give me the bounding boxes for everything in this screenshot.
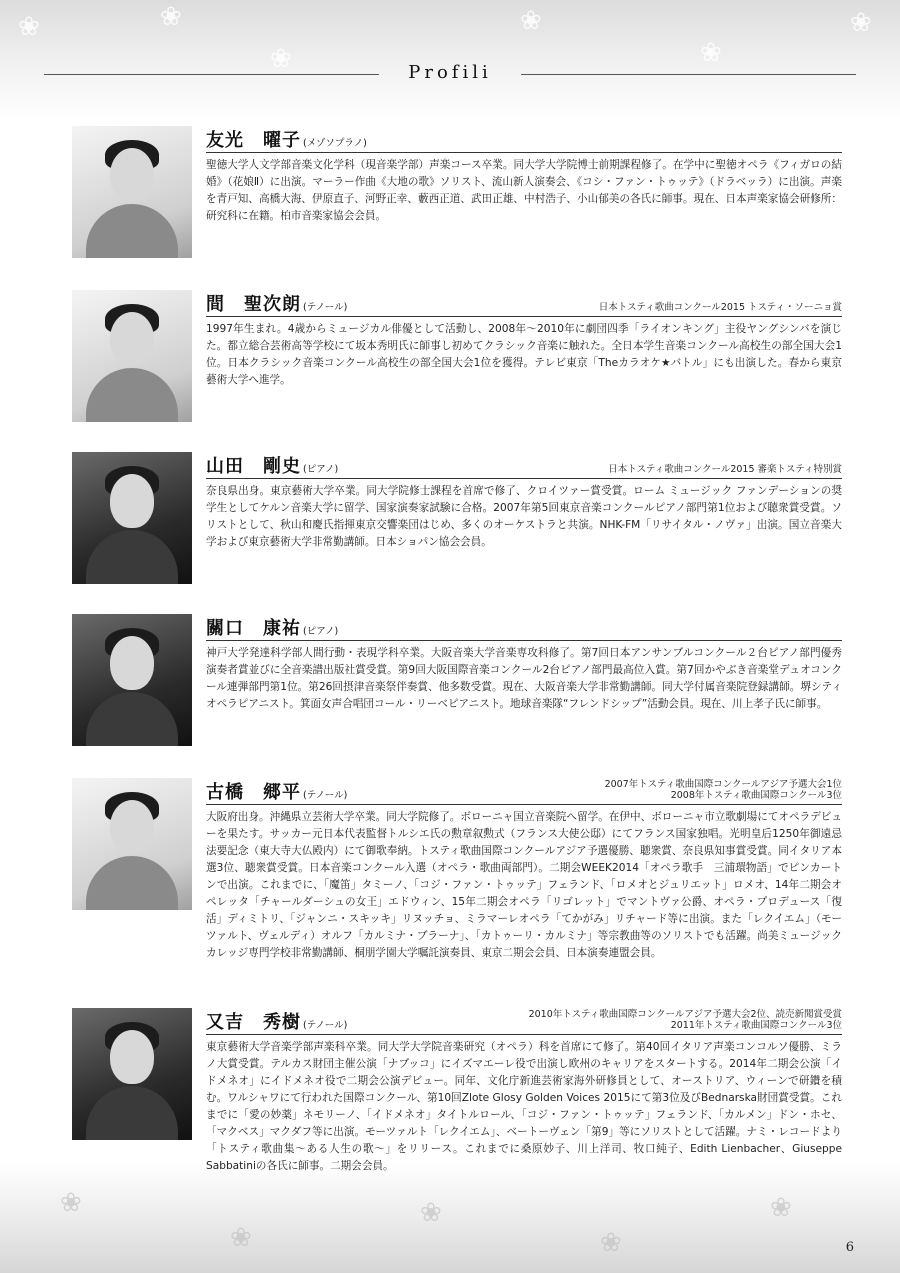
voice-part: (ピアノ)	[303, 626, 339, 637]
page-number: 6	[845, 1240, 854, 1255]
section-header	[44, 62, 856, 86]
flower-decoration-icon: ❀	[770, 1193, 792, 1223]
performer-name: 友光 曜子 (メゾソプラノ)	[206, 130, 367, 151]
portrait-photo	[72, 452, 192, 584]
award-text: 日本トスティ歌曲コンクール2015 審楽トスティ特別賞	[608, 464, 842, 475]
biography: 神戸大学発達科学部人間行動・表現学科卒業。大阪音楽大学音楽専攻科修了。第7回日本アンサンブルコンクール２台ピアノ部門優秀演奏者賞並びに全音楽譜出版社賞受賞。第9回大阪国際音楽コンクール2台ピアノ部門最高位入賞。第7回かやぶき音楽堂デュオコンクール連弾部門第1位。第26回摂津音楽祭伴奏賞、他多数受賞。現在、大阪音楽大学非常勤講師。同大学付属音楽院登録講師。堺シティオペラピアニスト。箕面女声合唱団コール・リーベピアニスト。地球音楽隊“フレンドシップ”活動会員。現在、川上孝子氏に師事。	[206, 647, 842, 710]
portrait-photo	[72, 614, 192, 746]
flower-decoration-icon: ❀	[520, 6, 542, 36]
performer-name: 又吉 秀樹 (テノール)	[206, 1012, 348, 1033]
header-rule-right	[521, 74, 856, 75]
flower-decoration-icon: ❀	[160, 2, 182, 32]
name-row	[206, 1008, 842, 1035]
award-text: 2007年トスティ歌曲国際コンクールアジア予選大会1位 2008年トスティ歌曲国際コンクール3位	[604, 779, 842, 801]
flower-decoration-icon: ❀	[60, 1188, 82, 1218]
name-row	[206, 290, 842, 317]
performer-name: 山田 剛史 (ピアノ)	[206, 456, 339, 477]
award-text: 日本トスティ歌曲コンクール2015 トスティ・ソーニョ賞	[598, 302, 842, 313]
flower-decoration-icon: ❀	[850, 8, 872, 38]
name-row	[206, 126, 842, 153]
name-row	[206, 452, 842, 479]
performer-name: 間 聖次朗 (テノール)	[206, 294, 348, 315]
flower-decoration-icon: ❀	[700, 38, 722, 68]
portrait-photo	[72, 290, 192, 422]
voice-part: (テノール)	[303, 302, 348, 313]
biography: 奈良県出身。東京藝術大学卒業。同大学院修士課程を首席で修了、クロイツァー賞受賞。ローム ミュージック ファンデーションの奨学生としてケルン音楽大学に留学、国家演奏家試験に合格。2007年第5回東京音楽コンクールピアノ部門第1位および聴衆賞受賞。ソリストとして、秋山和慶氏指揮東京交響楽団はじめ、多くのオーケストラと共演。NHK-FM「リサイタル・ノヴァ」出演。国立音楽大学および東京藝術大学非常勤講師。日本ショパン協会会員。	[206, 485, 842, 548]
voice-part: (テノール)	[303, 1020, 348, 1031]
portrait-photo	[72, 1008, 192, 1140]
footer-background	[0, 1163, 900, 1273]
flower-decoration-icon: ❀	[420, 1198, 442, 1228]
header-background	[0, 0, 900, 120]
portrait-photo	[72, 778, 192, 910]
performer-name: 關口 康祐 (ピアノ)	[206, 618, 339, 639]
voice-part: (ピアノ)	[303, 464, 339, 475]
flower-decoration-icon: ❀	[18, 12, 40, 42]
flower-decoration-icon: ❀	[270, 44, 292, 74]
section-title: Profili	[408, 62, 492, 83]
flower-decoration-icon: ❀	[230, 1223, 252, 1253]
name-row	[206, 778, 842, 805]
biography: 聖徳大学人文学部音楽文化学科（現音楽学部）声楽コース卒業。同大学大学院博士前期課程修了。在学中に聖徳オペラ《フィガロの結婚》（花娘Ⅱ）に出演。マーラー作曲《大地の歌》ソリスト、流山新人演奏会、《コシ・ファン・トゥッテ》（ドラベッラ）に出演。声楽を青戸知、高橋大海、伊原直子、河野正幸、藪西正道、武田正雄、中村浩子、小山郁美の各氏に師事。現在、日本声楽家協会研修所：研究科に在籍。柏市音楽家協会会員。	[206, 159, 842, 222]
biography: 1997年生まれ。4歳からミュージカル俳優として活動し、2008年～2010年に劇団四季「ライオンキング」主役ヤングシンバを演じた。都立総合芸術高等学校にて坂本秀明氏に師事し初めてクラシック音楽に触れた。全日本学生音楽コンクール高校生の部全国大会1位。日本クラシック音楽コンクール高校生の部全国大会1位を獲得。テレビ東京「Theカラオケ★バトル」にも出演した。春から東京藝術大学へ進学。	[206, 323, 842, 386]
performer-name: 古橋 郷平 (テノール)	[206, 782, 348, 803]
voice-part: (メゾソプラノ)	[303, 138, 367, 149]
flower-decoration-icon: ❀	[600, 1228, 622, 1258]
award-text: 2010年トスティ歌曲国際コンクールアジア予選大会2位、読売新聞賞受賞 2011年トスティ歌曲国際コンクール3位	[528, 1009, 842, 1031]
biography: 東京藝術大学音楽学部声楽科卒業。同大学大学院音楽研究（オペラ）科を首席にて修了。第40回イタリア声楽コンコルソ優勝、ミラノ大賞受賞。テルカス財団主催公演「ナブッコ」にイズマエーレ役で出演し欧州のキャリアをスタートする。2014年二期会公演「イドメネオ」にイドメネオ役で二期会公演デビュー。同年、文化庁新進芸術家海外研修員として、オーストリア、ウィーンで研鑽を積む。ワルシャワにて行われた国際コンクール、第10回Zlote Glosy Golden Voices 2015にて第3位及びBednarska財団賞受賞。これまでに「愛の妙薬」ネモリーノ、「イドメネオ」タイトルロール、「コジ・ファン・トゥッテ」フェランド、「カルメン」ドン・ホセ、「マクベス」マクダフ等に出演。モーツァルト「レクイエム」、ベートーヴェン「第9」等にソリストとして活躍。ナミ・レコードより「トスティ歌曲集～ある人生の歌～」をリリース。これまでに桑原妙子、川上洋司、牧口純子、Edith Lienbacher、Giuseppe Sabbatiniの各氏に師事。二期会会員。	[206, 1041, 842, 1172]
portrait-photo	[72, 126, 192, 258]
voice-part: (テノール)	[303, 790, 348, 801]
name-row	[206, 614, 842, 641]
biography: 大阪府出身。沖縄県立芸術大学卒業。同大学院修了。ボローニャ国立音楽院へ留学。在伊中、ボローニャ市立歌劇場にてオペラデビューを果たす。サッカー元日本代表監督トルシエ氏の勲章叙勲式（フランス大使公邸）にてフランス国家独唱。光明皇后1250年御遠忌法要記念（東大寺大仏殿内）にて御歌奉納。トスティ歌曲国際コンクールアジア予選優勝、聴衆賞、奈良県知事賞受賞。同イタリア本選3位、聴衆賞受賞。日本音楽コンクール入選（オペラ・歌曲両部門）。二期会WEEK2014「オペラ歌手 三浦環物語」でピンカートンで出演。これまでに、「魔笛」タミーノ、「コジ・ファン・トゥッテ」フェランド、「ロメオとジュリエット」ロメオ、14年二期会オペレッタ「チャールダーシュの女王」エドウィン、15年二期会オペラ「リゴレット」でマントヴァ公爵、オペラ・プロデュース「復活」ディミトリ、「ジャンニ・スキッキ」リヌッチョ、ミラマーレオペラ「てかがみ」リチャード等に出演。また「レクイエム」（モーツァルト、ヴェルディ）オルフ「カルミナ・ブラーナ」、「カトゥーリ・カルミナ」等宗教曲等のソリストでも活躍。尚美ミュージックカレッジ専門学校非常勤講師、桐朋学園大学嘱託演奏員、東京二期会会員、日本演奏連盟会員。	[206, 811, 842, 959]
